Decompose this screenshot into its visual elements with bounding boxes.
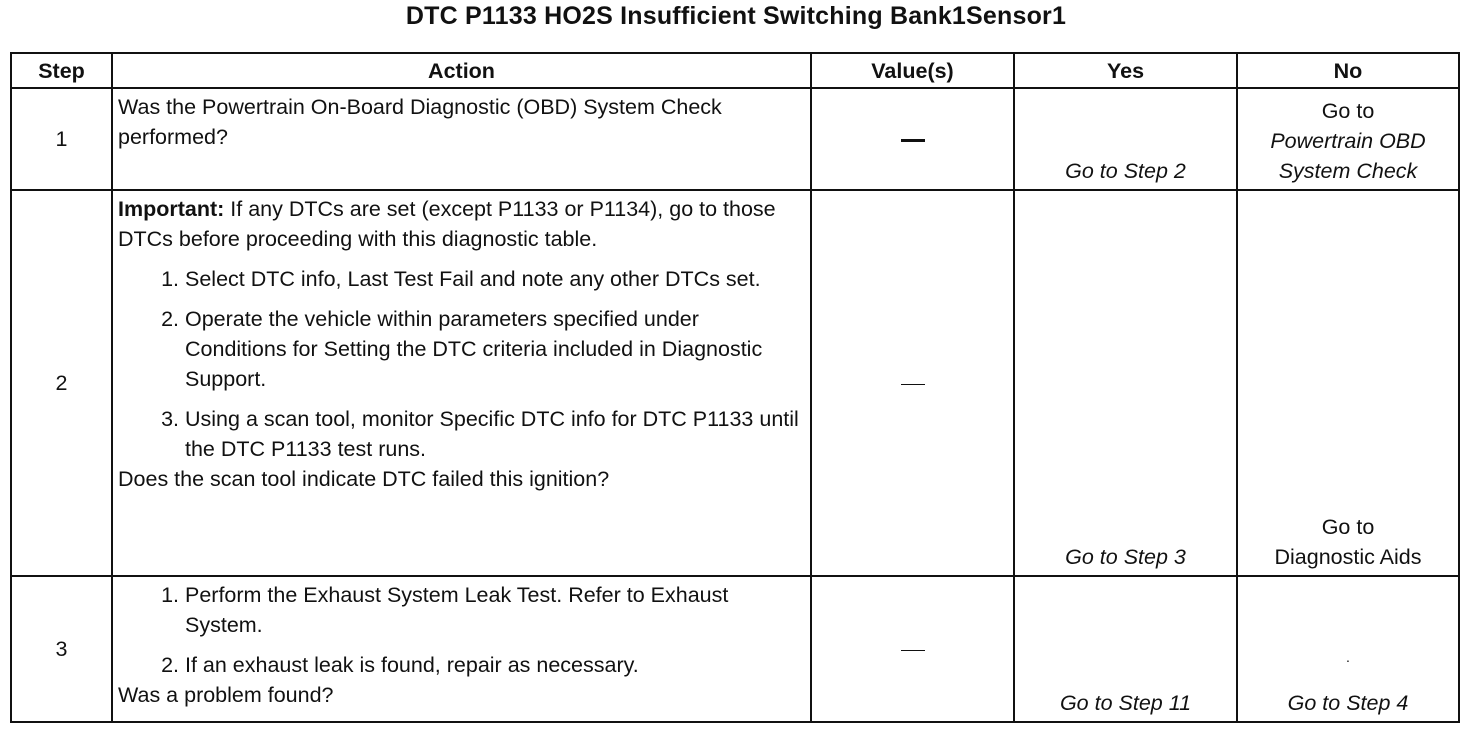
header-step: Step — [11, 53, 112, 88]
header-values: Value(s) — [811, 53, 1014, 88]
no-cell — [1237, 190, 1459, 576]
important-text: If any DTCs are set (except P1133 or P1134), go to those DTCs before proceeding with this diagnostic table. — [118, 197, 776, 251]
list-item: 1. Perform the Exhaust System Leak Test. Refer to Exhaust System. — [185, 580, 805, 640]
table-row — [11, 190, 1459, 576]
important-label: Important: — [118, 197, 225, 221]
action-question: Was a problem found? — [118, 683, 334, 707]
value-cell — [811, 190, 1014, 576]
no-cell — [1237, 88, 1459, 190]
no-line: Powertrain OBD — [1270, 129, 1426, 153]
yes-cell: Go to Step 3 — [1014, 190, 1237, 576]
header-yes: Yes — [1014, 53, 1237, 88]
step-number: 3 — [11, 576, 112, 722]
step-number: 1 — [11, 88, 112, 190]
list-item: 3. Using a scan tool, monitor Specific DTC info for DTC P1133 until the DTC P1133 test runs. — [185, 404, 805, 464]
no-line: Go to — [1321, 99, 1375, 123]
table-row — [11, 576, 1459, 722]
value-dash — [901, 650, 925, 652]
list-item: 2. If an exhaust leak is found, repair as necessary. — [185, 650, 805, 680]
diagnostic-table — [10, 52, 1460, 723]
action-cell — [112, 88, 811, 190]
no-line: Go to Step 4 — [1287, 691, 1409, 715]
action-cell — [112, 190, 811, 576]
procedure-list — [118, 264, 805, 464]
yes-cell: Go to Step 11 — [1014, 576, 1237, 722]
no-line: Diagnostic Aids — [1274, 545, 1422, 569]
step-number: 2 — [11, 190, 112, 576]
value-cell — [811, 88, 1014, 190]
no-line: Go to — [1321, 515, 1375, 539]
value-dash — [901, 139, 925, 142]
header-no: No — [1237, 53, 1459, 88]
header-row — [11, 53, 1459, 88]
no-line: System Check — [1278, 159, 1418, 183]
no-cell — [1237, 576, 1459, 722]
action-question: Does the scan tool indicate DTC failed this ignition? — [118, 467, 610, 491]
action-cell — [112, 576, 811, 722]
document-title: DTC P1133 HO2S Insufficient Switching Bank1Sensor1 — [405, 2, 1067, 30]
list-item: 2. Operate the vehicle within parameters specified under Conditions for Setting the DTC criteria included in Diagnostic Support. — [185, 304, 805, 394]
value-dash — [901, 384, 925, 386]
table-row — [11, 88, 1459, 190]
value-cell — [811, 576, 1014, 722]
procedure-list — [118, 580, 805, 680]
action-question: Was the Powertrain On-Board Diagnostic (OBD) System Check performed? — [118, 95, 722, 149]
header-action: Action — [112, 53, 811, 88]
list-item: 1. Select DTC info, Last Test Fail and note any other DTCs set. — [185, 264, 805, 294]
important-note — [118, 194, 805, 254]
stray-dot: · — [1345, 652, 1351, 668]
yes-cell: Go to Step 2 — [1014, 88, 1237, 190]
